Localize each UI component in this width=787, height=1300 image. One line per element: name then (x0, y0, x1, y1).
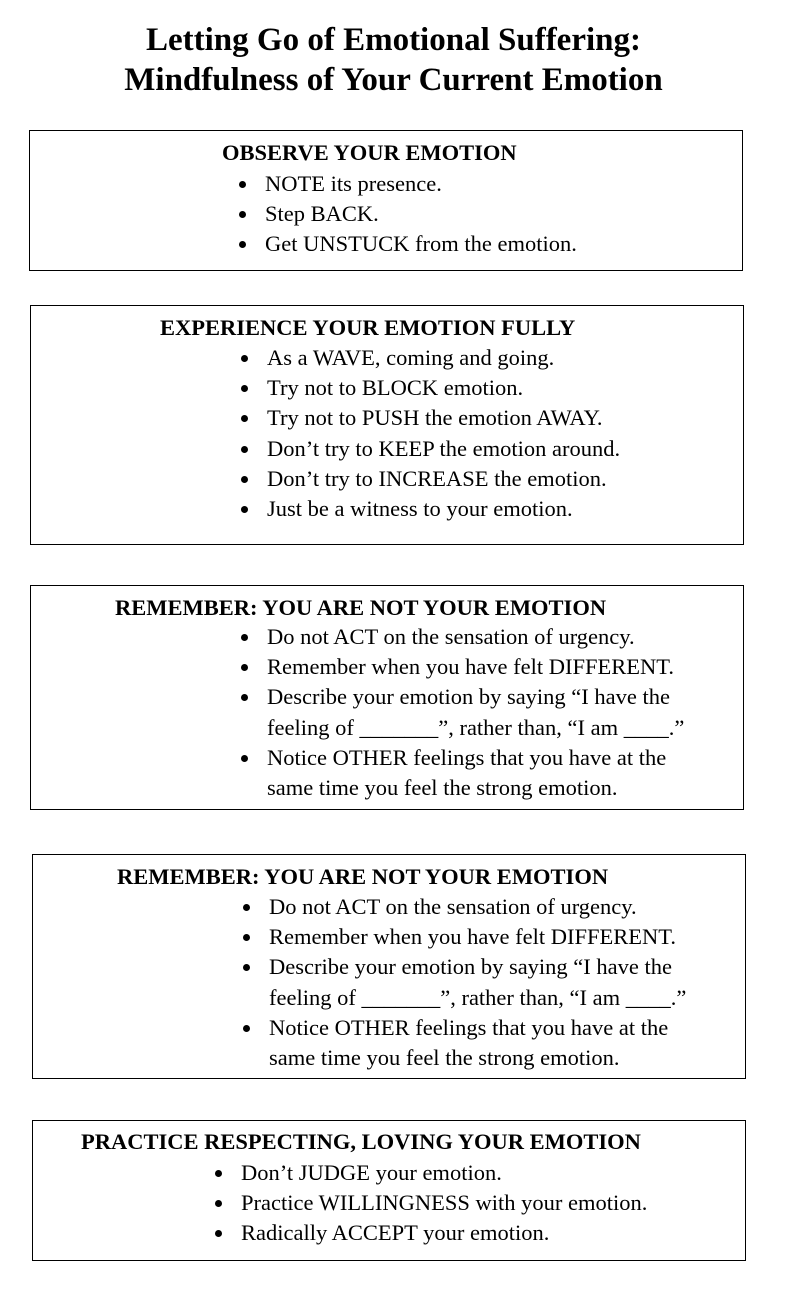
list-item: Don’t try to KEEP the emotion around. (239, 434, 620, 464)
bullet-list (239, 343, 620, 524)
list-item: Practice WILLINGNESS with your emotion. (213, 1188, 647, 1218)
list-item: Notice OTHER feelings that you have at the same time you feel the strong emotion. (241, 1013, 686, 1073)
list-item: Don’t JUDGE your emotion. (213, 1158, 647, 1188)
list-item: Describe your emotion by saying “I have the feeling of _______”, rather than, “I am ____.” (241, 952, 686, 1012)
section-heading: EXPERIENCE YOUR EMOTION FULLY (160, 315, 576, 340)
list-item: Remember when you have felt DIFFERENT. (239, 652, 684, 682)
experience-section (30, 305, 744, 545)
list-item: Do not ACT on the sensation of urgency. (239, 622, 684, 652)
remember-section (30, 585, 744, 810)
list-item: Try not to BLOCK emotion. (239, 373, 620, 403)
bullet-list (237, 169, 577, 260)
bullet-list (241, 892, 686, 1073)
list-item: Notice OTHER feelings that you have at the same time you feel the strong emotion. (239, 743, 684, 803)
title-line-2: Mindfulness of Your Current Emotion (124, 62, 663, 98)
list-item: NOTE its presence. (237, 169, 577, 199)
list-item: Don’t try to INCREASE the emotion. (239, 464, 620, 494)
list-item: Just be a witness to your emotion. (239, 494, 620, 524)
list-item: Do not ACT on the sensation of urgency. (241, 892, 686, 922)
list-item: Try not to PUSH the emotion AWAY. (239, 403, 620, 433)
title-line-1: Letting Go of Emotional Suffering: (146, 22, 641, 58)
list-item: Radically ACCEPT your emotion. (213, 1218, 647, 1248)
section-heading: PRACTICE RESPECTING, LOVING YOUR EMOTION (81, 1129, 641, 1154)
practice-section (32, 1120, 746, 1261)
list-item: Describe your emotion by saying “I have the feeling of _______”, rather than, “I am ____.” (239, 682, 684, 742)
section-heading: REMEMBER: YOU ARE NOT YOUR EMOTION (117, 864, 609, 889)
bullet-list (239, 622, 684, 803)
list-item: Get UNSTUCK from the emotion. (237, 229, 577, 259)
remember-section-repeat (32, 854, 746, 1079)
list-item: Step BACK. (237, 199, 577, 229)
list-item: As a WAVE, coming and going. (239, 343, 620, 373)
bullet-list (213, 1158, 647, 1249)
list-item: Remember when you have felt DIFFERENT. (241, 922, 686, 952)
observe-section (29, 130, 743, 271)
section-heading: REMEMBER: YOU ARE NOT YOUR EMOTION (115, 595, 607, 620)
section-heading: OBSERVE YOUR EMOTION (222, 140, 517, 165)
page-title (0, 20, 787, 100)
